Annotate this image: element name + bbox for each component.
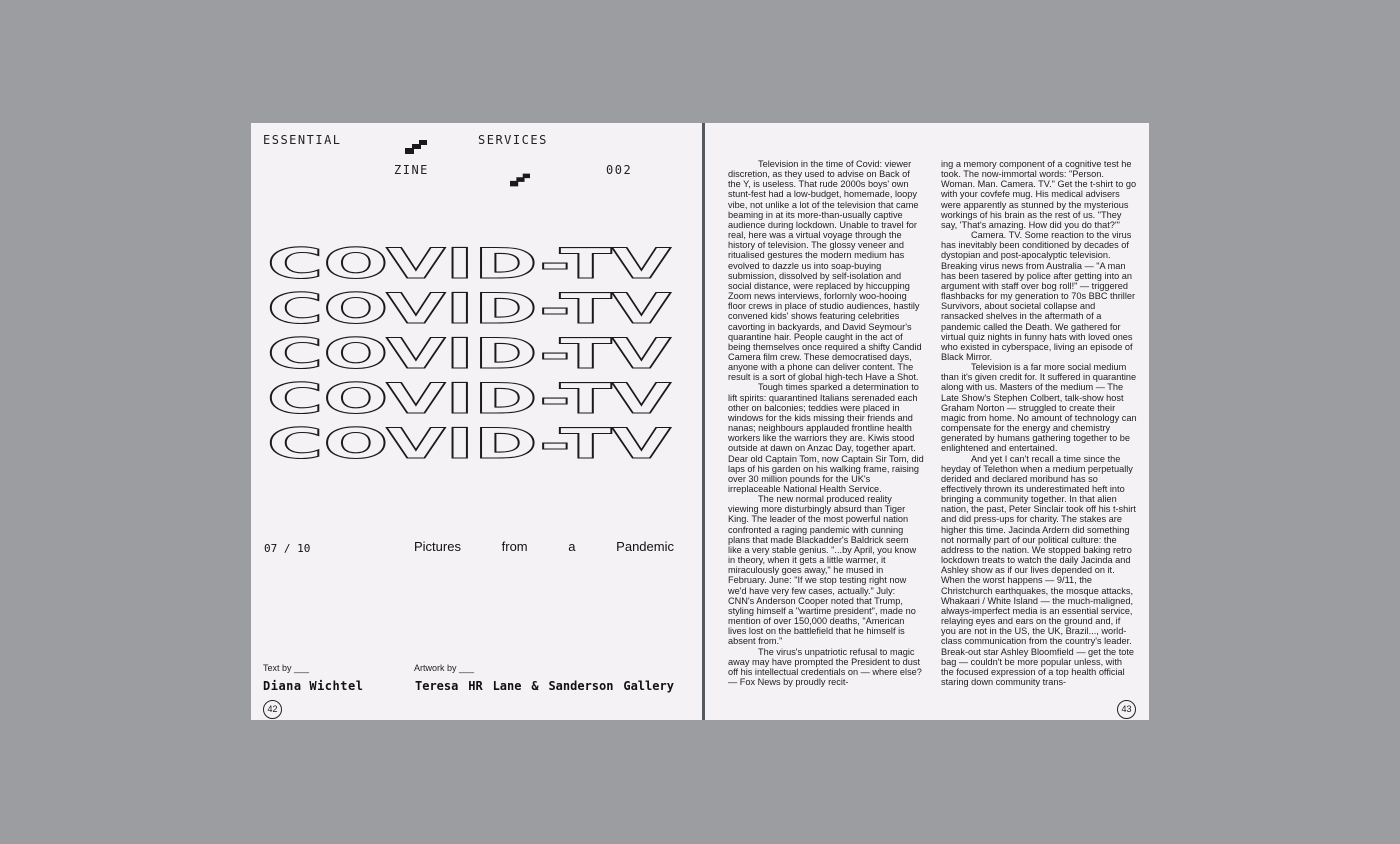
header-word-services: SERVICES	[478, 133, 548, 147]
issue-number: 07 / 10	[264, 542, 311, 555]
text-by-author: Diana Wichtel	[263, 679, 364, 693]
artwork-word: Lane	[492, 679, 522, 693]
header-word-issue: 002	[606, 163, 633, 177]
title-line: COVID-TV	[267, 329, 672, 378]
artwork-word: Gallery	[623, 679, 674, 693]
header-word-zine: ZINE	[394, 163, 429, 177]
article-column-2	[941, 159, 1137, 687]
article-paragraph: Tough times sparked a determination to lift spirits: quarantined Italians serenaded each other on balconies; teddies were placed in windows for the kids missing their friends and nanas; neighbours applauded frontline health workers like the warriors they are. Kiwis stood outside at dawn on Anzac Day, together apart. Dear old Captain Tom, now Captain Sir Tom, did laps of his garden on his walking frame, raising over 30 million pounds for the UK's irreplaceable National Health Service.	[728, 382, 924, 494]
article-paragraph: Television is a far more social medium than it's given credit for. It suffered in quarantine along with us. Masters of the medium — The Late Show's Stephen Colbert, talk-show host Graham Norton — struggled to create their magic from home. No amount of technology can compensate for the energy and chemistry generated by humans gathering together to be enlightened and entertained.	[941, 362, 1137, 454]
artwork-by-label: Artwork by ___	[414, 663, 475, 673]
article-paragraph: ing a memory component of a cognitive test he took. The now-immortal words: "Person. Woman. Man. Camera. TV." Get the t-shirt to go with your covfefe mug. His medical advisers were apparently as stunned by the mysterious workings of his brain as the rest of us. "They say, 'That's amazing. How did you do that?'"	[941, 159, 1137, 230]
article-paragraph: Camera. TV. Some reaction to the virus has inevitably been conditioned by decades of dystopian and post-apocalyptic television. Breaking virus news from Australia — "A man has been tasered by police after getting into an argument with staff over bog roll!" — triggered flashbacks for my generation to 70s BBC thriller Survivors, about societal collapse and ransacked shelves in the aftermath of a pandemic called the Death. We gathered for virtual quiz nights in funny hats with loved ones who existed in cyberspace, living an episode of Black Mirror.	[941, 230, 1136, 362]
stair-glyph-icon	[510, 173, 530, 187]
artwork-word: Teresa	[415, 679, 459, 693]
title-line: COVID-TV	[267, 284, 672, 333]
stair-glyph-icon	[405, 140, 427, 154]
subtitle-word: Pandemic	[616, 539, 674, 554]
artwork-word: Sanderson	[548, 679, 614, 693]
subtitle-word: from	[501, 539, 528, 554]
right-page	[705, 123, 1149, 720]
article-column-1	[728, 159, 924, 687]
subtitle-word: a	[568, 539, 576, 554]
title-line: COVID-TV	[267, 374, 672, 423]
left-page	[251, 123, 702, 720]
page-number-left: 42	[263, 700, 282, 719]
artwork-word: &	[531, 679, 539, 693]
article-paragraph: The virus's unpatriotic refusal to magic away may have prompted the President to dust off his intellectual credentials on — where else? — Fox News by proudly recit-	[728, 646, 922, 687]
artwork-by-value	[415, 679, 674, 693]
subtitle	[414, 539, 674, 554]
header-word-essential: ESSENTIAL	[263, 133, 342, 147]
article-paragraph: The new normal produced reality viewing more disturbingly absurd than Tiger King. The leader of the most powerful nation confronted a raging pandemic with cunning plans that made Blackadder's Baldrick seem like a very stable genius. "...by April, you know in theory, when it gets a little warmer, it miraculously goes away," he mused in February. June: "If we stop testing right now we'd have very few cases, actually." July: CNN's Anderson Cooper noted that Trump, styling himself a "wartime president", made no mention of over 150,000 deaths, "American lives lost on the battlefield that he himself is absent from."	[728, 494, 917, 647]
artwork-word: HR	[468, 679, 483, 693]
article-paragraph: Television in the time of Covid: viewer discretion, as they used to advise on Back of the Y, is useless. That rude 2000s boys' own stunt-fest had a low-budget, homemade, loopy vibe, not unlike a lot of the television that came beaming in at its more-than-usually captive audience during lockdown. Unable to travel for real, here was a virtual voyage through the history of television. The glossy veneer and ritualised gestures the modern medium has evolved to dazzle us into soap-buying submission, dissolved by self-isolation and social distance, were replaced by hiccupping Zoom news interviews, forlornly woo-hooing floor crews in place of studio audiences, hastily convened kids' shows featuring celebrities cavorting in backyards, and David Seymour's quarantine hair. People caught in the act of being themselves once required a shifty Candid Camera film crew. These democratised days, anyone with a phone can deliver content. The result is a sort of global high-tech Have a Shot.	[728, 159, 922, 383]
article-paragraph: And yet I can't recall a time since the heyday of Telethon when a medium perpetually derided and declared moribund has so effectively thrown its underestimated heft into bringing a community together. In that alien nation, the past, Peter Sinclair took off his t-shirt and did press-ups for charity. The stakes are higher this time. Jacinda Ardern did something not normally part of our political culture: the address to the nation. We stopped baking retro lockdown treats to watch the daily Jacinda and Ashley show as if our lives depended on it. When the worst happens — 9/11, the Christchurch earthquakes, the mosque attacks, Whakaari / White Island — the much-maligned, always-imperfect media is an essential service, relaying eyes and ears on the ground and, if you are not in the US, the UK, Brazil..., world-class communication from the country's leader. Break-out star Ashley Bloomfield — get the tote bag — couldn't be more popular unless, with the focused expression of a top health official staring down community trans-	[941, 453, 1136, 687]
covid-tv-title	[265, 240, 675, 459]
text-by-label: Text by ___	[263, 663, 310, 673]
subtitle-word: Pictures	[414, 539, 461, 554]
title-line: COVID-TV	[267, 419, 672, 459]
zine-spread	[251, 123, 1149, 720]
page-number-right: 43	[1117, 700, 1136, 719]
title-line: COVID-TV	[267, 240, 672, 288]
